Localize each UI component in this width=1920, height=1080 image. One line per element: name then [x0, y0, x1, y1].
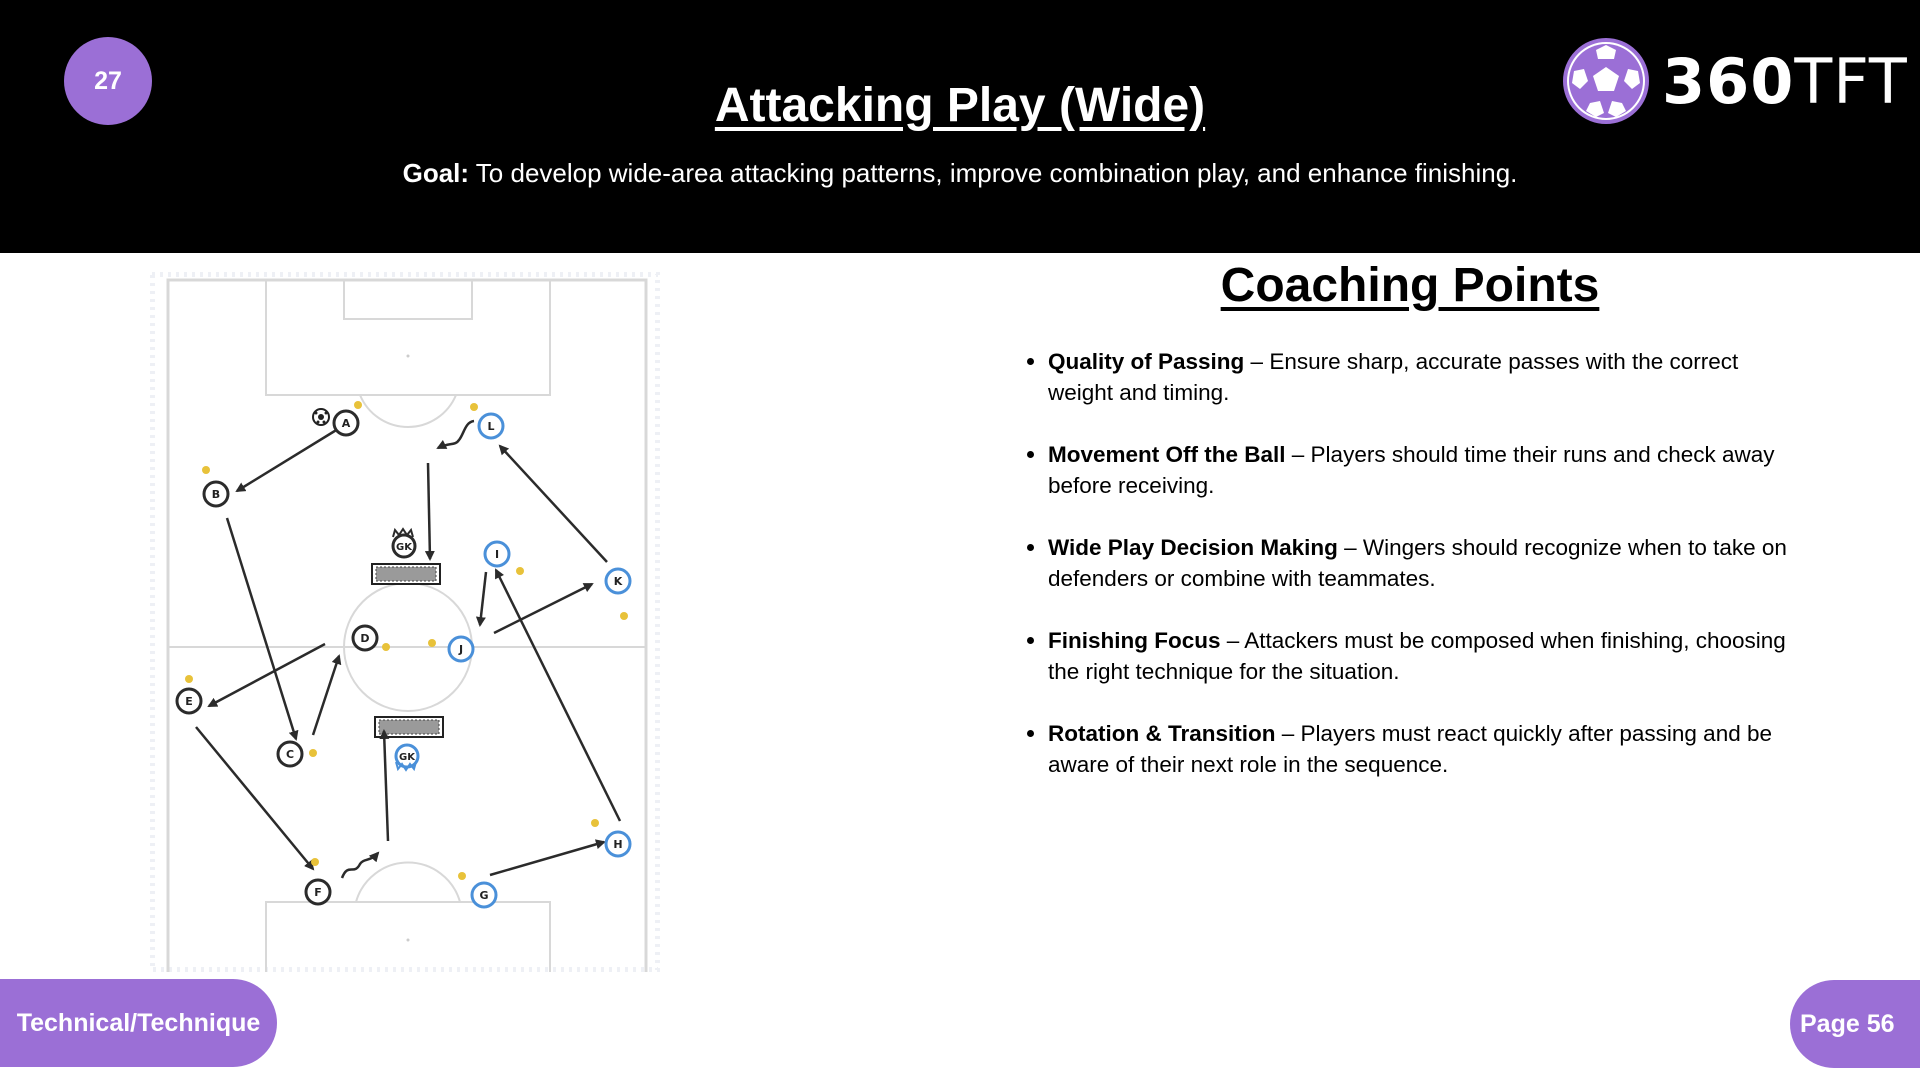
ball-icon: [313, 409, 329, 425]
goalkeeper-blue-label: GK: [399, 752, 415, 763]
category-tag: Technical/Technique: [0, 979, 277, 1067]
point-text: – Attackers must be composed when finishing, choosing the right technique for the situation.: [1048, 628, 1786, 684]
cone: [354, 401, 362, 409]
player-c-label: C: [285, 748, 295, 761]
goalkeeper-blue: [396, 745, 418, 770]
point-text: – Wingers should recognize when to take on defenders or combine with teammates.: [1048, 535, 1787, 591]
point-text: – Players must react quickly after passing and be aware of their next role in the sequence.: [1048, 721, 1772, 777]
header-bar: [0, 0, 1920, 253]
player-e-label: E: [185, 695, 193, 708]
player-h-label: H: [613, 838, 623, 851]
list-item: [1024, 718, 1794, 780]
page-number-tag: Page 56: [1790, 980, 1920, 1068]
cone: [202, 466, 210, 474]
logo-wordmark: [1662, 45, 1908, 118]
cone: [428, 639, 436, 647]
logo-text-thin: TFT: [1794, 44, 1908, 118]
goalkeeper-dark-label: GK: [396, 542, 412, 553]
list-item: [1024, 532, 1794, 594]
list-item: [1024, 346, 1794, 408]
player-d: [353, 626, 377, 650]
penalty-spot-top: [407, 355, 410, 358]
player-j-label: J: [458, 643, 464, 656]
cone: [591, 819, 599, 827]
player-g-label: G: [479, 889, 489, 902]
point-heading: Finishing Focus: [1048, 628, 1221, 653]
player-l: [479, 414, 503, 438]
soccer-ball-icon: [1562, 37, 1650, 125]
pitch-surface: [150, 272, 660, 972]
coaching-points-title: Coaching Points: [1220, 259, 1600, 312]
player-f-label: F: [314, 886, 322, 899]
point-text: – Players should time their runs and check away before receiving.: [1048, 442, 1775, 498]
goal-statement: [0, 158, 1920, 189]
session-number-badge: 27: [64, 37, 152, 125]
cone: [185, 675, 193, 683]
player-h: [606, 832, 630, 856]
point-heading: Wide Play Decision Making: [1048, 535, 1338, 560]
player-a-label: A: [341, 417, 351, 430]
cone: [516, 567, 524, 575]
cone: [458, 872, 466, 880]
point-heading: Movement Off the Ball: [1048, 442, 1286, 467]
player-k-label: K: [613, 575, 623, 588]
point-text: – Ensure sharp, accurate passes with the correct weight and timing.: [1048, 349, 1739, 405]
coaching-points-list: [1024, 346, 1794, 811]
player-g: [472, 883, 496, 907]
penalty-spot-bottom: [407, 939, 410, 942]
list-item: [1024, 439, 1794, 501]
player-i-label: I: [494, 548, 500, 561]
player-k: [606, 569, 630, 593]
player-j: [449, 637, 473, 661]
page-title: Attacking Play (Wide): [714, 79, 1206, 132]
player-d-label: D: [360, 632, 370, 645]
player-b: [204, 482, 228, 506]
player-c: [278, 742, 302, 766]
cone: [620, 612, 628, 620]
cone: [311, 858, 319, 866]
goal-label: Goal:: [402, 158, 470, 188]
mini-goal-top: [372, 564, 440, 584]
cone: [470, 403, 478, 411]
drill-diagram: [150, 272, 660, 972]
cone: [382, 643, 390, 651]
player-e: [177, 689, 201, 713]
player-f: [306, 880, 330, 904]
point-heading: Rotation & Transition: [1048, 721, 1276, 746]
player-a: [334, 411, 358, 435]
player-i: [485, 542, 509, 566]
player-b-label: B: [211, 488, 221, 501]
player-l-label: L: [487, 420, 495, 433]
list-item: [1024, 625, 1794, 687]
point-heading: Quality of Passing: [1048, 349, 1245, 374]
logo-text-bold: 360: [1662, 44, 1795, 118]
goal-text: To develop wide-area attacking patterns, improve combination play, and enhance finishing.: [469, 158, 1518, 188]
cone: [309, 749, 317, 757]
brand-logo: [1562, 36, 1908, 126]
